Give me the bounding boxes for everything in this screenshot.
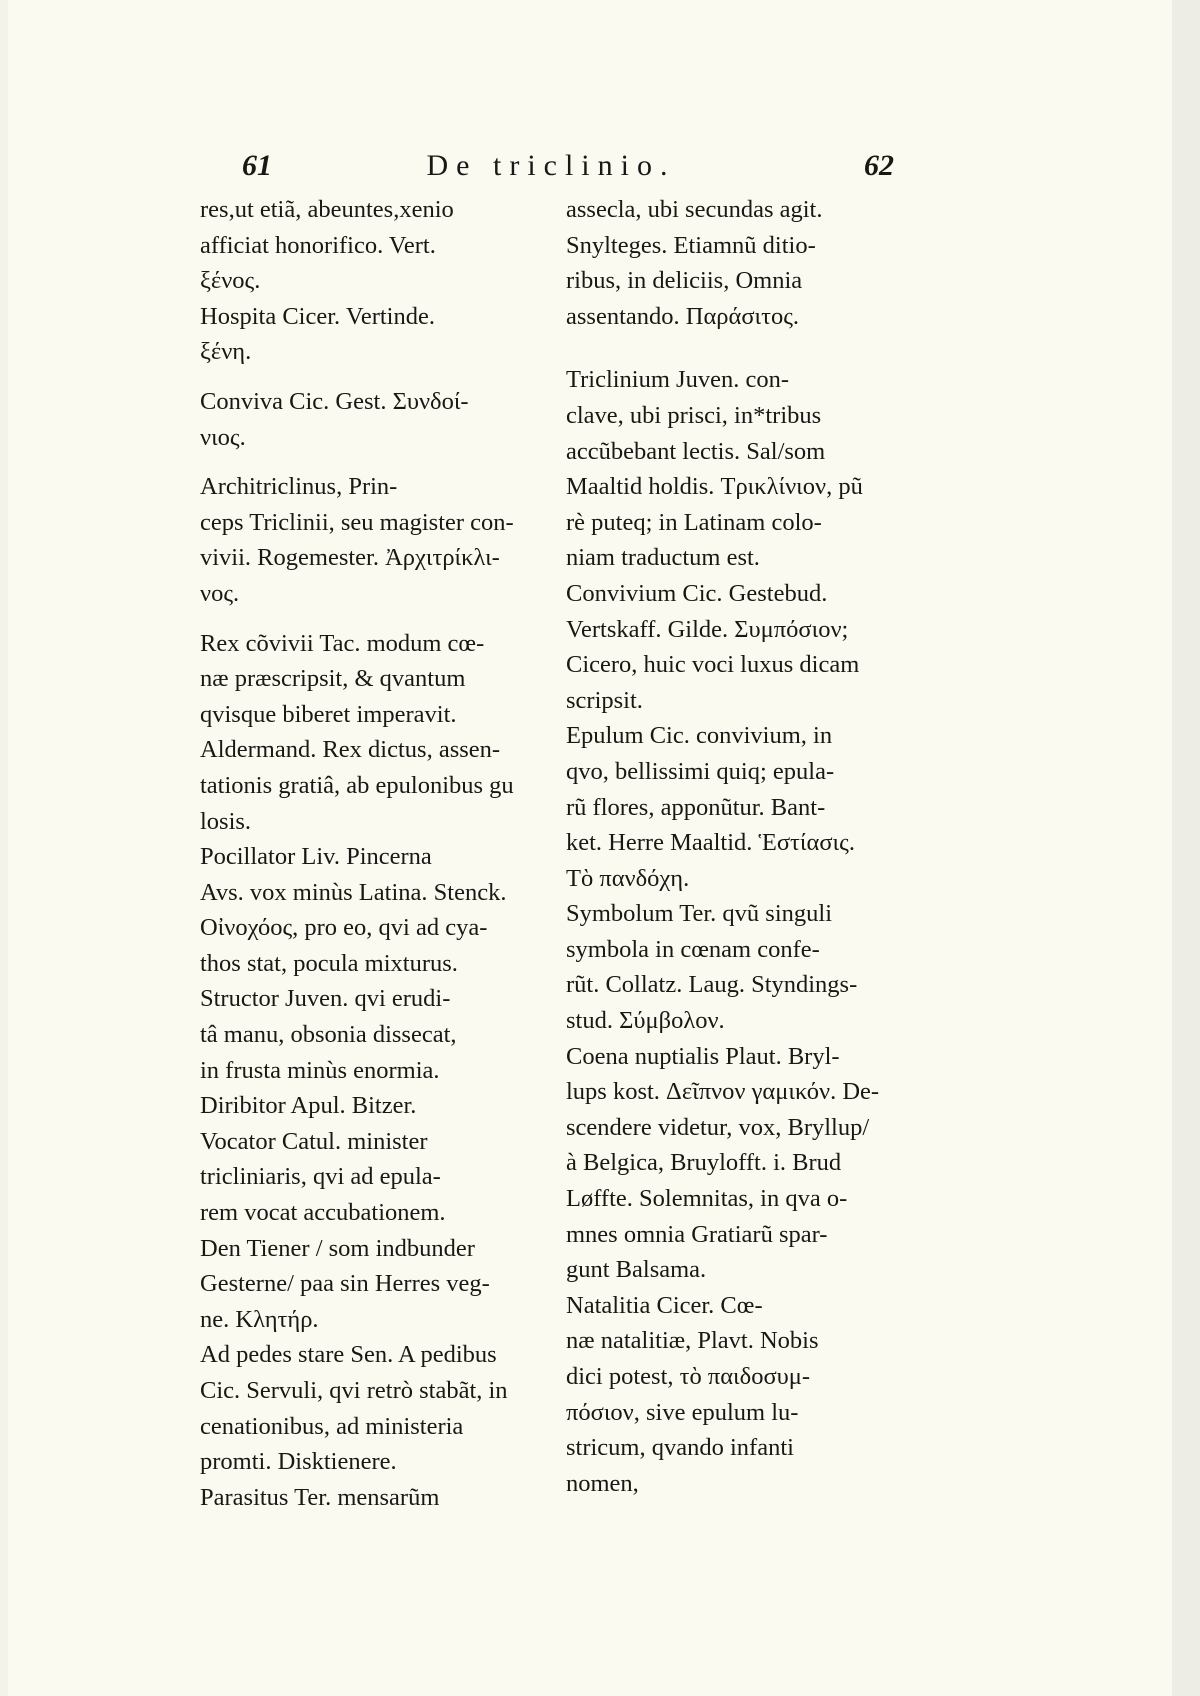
entry-ad-pedes: Ad pedes stare Sen. A pedibus Cic. Servuli, qvi retrò stabãt, in cenationibus, ad ministeria promti. Disktienere. xyxy=(200,1341,508,1476)
entry-convivium: Convivium Cic. Gestebud. Vertskaff. Gilde. Συμπόσιον; Cicero, huic voci luxus dicam scripsit. xyxy=(566,579,860,714)
running-title: De triclinio. xyxy=(426,149,676,182)
entry-vocator: Vocator Catul. minister tricliniaris, qvi ad epula- rem vocat accubationem. Den Tiener / som indbunder Gesterne/ paa sin Herres veg- ne. Κλητήρ. xyxy=(200,1127,490,1333)
entry-xenio: res,ut etiã, abeuntes,xenio afficiat honorifico. Vert. ξένος. xyxy=(200,196,454,295)
entry-triclinium: Triclinium Juven. con- clave, ubi prisci, in*tribus accũbebant lectis. Sal/som Maaltid holdis. Τρικλίνιον, pũ rè puteq; in Latinam colo- niam traductum est. xyxy=(566,366,863,572)
scan-border-left xyxy=(0,0,8,1696)
left-column xyxy=(200,192,556,1515)
entry-hospita: Hospita Cicer. Vertinde. ξένη. xyxy=(200,302,435,366)
entry-conviva: Conviva Cic. Gest. Συνδοί- νιος. xyxy=(200,387,469,451)
entry-architriclinus: Architriclinus, Prin- ceps Triclinii, seu magister con- vivii. Rogemester. Ἀρχιτρίκλι- νος. xyxy=(200,473,514,607)
entry-natalitia: Natalitia Cicer. Cœ- næ natalitiæ, Plavt. Nobis dici potest, τὸ παιδοσυμ- πόσιον, sive epulum lu- stricum, qvando infanti nomen, xyxy=(566,1291,819,1497)
entry-structor: Structor Juven. qvi erudi- tâ manu, obsonia dissecat, in frusta minùs enormia. Diribitor Apul. Bitzer. xyxy=(200,985,457,1120)
page-number-left: 61 xyxy=(242,149,272,182)
page-number-right: 62 xyxy=(864,149,894,182)
entry-coena-nuptialis: Coena nuptialis Plaut. Bryl- lups kost. Δεῖπνον γαμικόν. De- scendere videtur, vox, Bryllup/ à Belgica, Bruylofft. i. Brud Løffte. Solemnitas, in qva o- mnes omnia Gratiarũ spar- gunt Balsama. xyxy=(566,1042,880,1284)
entry-parasitus: Parasitus Ter. mensarũm xyxy=(200,1483,440,1511)
running-header xyxy=(200,146,902,190)
entry-rex-convivii: Rex cõvivii Tac. modum cœ- næ præscripsit, & qvantum qvisque biberet imperavit. Aldermand. Rex dictus, assen- tationis gratiâ, ab epulonibus gu losis. xyxy=(200,629,514,835)
entry-epulum: Epulum Cic. convivium, in qvo, bellissimi quiq; epula- rũ flores, apponũtur. Bant- ket. Herre Maaltid. Ἑστίασις. Τὸ πανδόχη. xyxy=(566,722,855,892)
entry-symbolum: Symbolum Ter. qvũ singuli symbola in cœnam confe- rũt. Collatz. Laug. Styndings- stud. Σύμβολον. xyxy=(566,900,858,1035)
right-column xyxy=(566,192,916,1501)
entry-assecla: assecla, ubi secundas agit. Snylteges. Etiamnũ ditio- ribus, in deliciis, Omnia assentando. Παράσιτος. xyxy=(566,196,823,330)
scan-border xyxy=(1172,0,1200,1696)
entry-pocillator: Pocillator Liv. Pincerna Avs. vox minùs Latina. Stenck. Οἰνοχόος, pro eo, qvi ad cya- thos stat, pocula mixturus. xyxy=(200,843,507,977)
